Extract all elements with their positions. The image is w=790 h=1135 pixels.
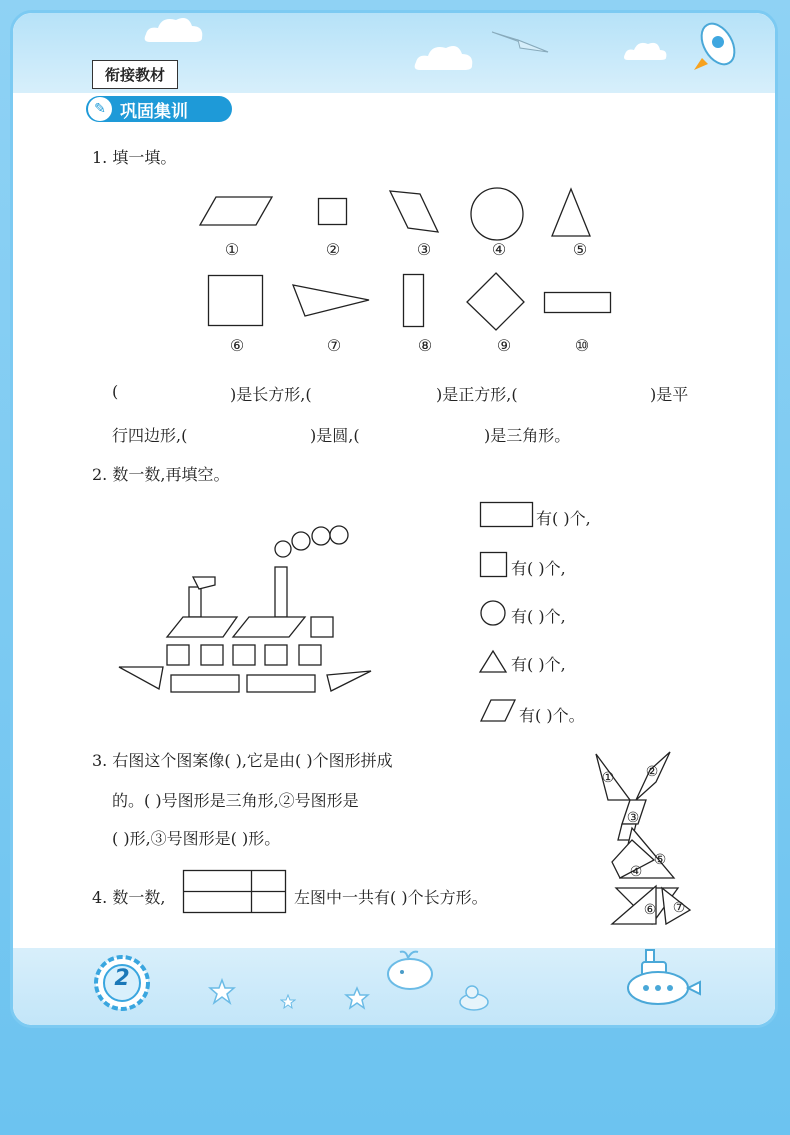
q2-row-rectangle: 有( )个,: [536, 509, 591, 528]
shape-label-6: ⑥: [229, 336, 245, 355]
shape-label-8: ⑧: [417, 336, 433, 355]
q3-line-3: ( )形,③号图形是( )形。: [112, 829, 281, 848]
figure-label-3: ③: [626, 810, 640, 826]
shape-label-7: ⑦: [326, 336, 342, 355]
rectangle-icon: [480, 502, 534, 528]
paper-plane-icon: [490, 22, 550, 58]
cloud-icon: [620, 38, 670, 64]
figure-label-4: ④: [629, 864, 643, 880]
shape-6-square: [208, 275, 264, 327]
shape-label-3: ③: [416, 240, 432, 259]
square-icon: [480, 552, 508, 578]
q3-line-1: 3. 右图这个图案像( ),它是由( )个图形拼成: [92, 751, 393, 770]
starfish-icon: [344, 986, 370, 1012]
q1-line2-text-a: 行四边形,(: [112, 426, 188, 445]
figure-label-5: ⑤: [653, 852, 667, 868]
figure-label-7: ⑦: [672, 900, 686, 916]
page-number: 2: [114, 966, 130, 991]
parallelogram-icon: [481, 699, 517, 723]
shape-label-2: ②: [325, 240, 341, 259]
shape-10-rectangle: [544, 292, 612, 314]
q2-row-parallelogram: 有( )个。: [519, 706, 585, 725]
q2-row-circle: 有( )个,: [511, 607, 566, 626]
rocket-icon: [688, 18, 744, 74]
seal-icon: [456, 984, 492, 1012]
shape-label-1: ①: [224, 240, 240, 259]
shape-4-circle: [470, 187, 524, 241]
shape-label-4: ④: [491, 240, 507, 259]
submarine-icon: [620, 944, 706, 1010]
shape-8-rectangle: [403, 274, 425, 328]
q1-line2-text-c: )是三角形。: [484, 426, 571, 445]
q1-line1-text-a: )是长方形,(: [230, 385, 312, 404]
shape-1-parallelogram: [200, 196, 274, 226]
starfish-icon: [208, 978, 236, 1006]
shape-label-5: ⑤: [572, 240, 588, 259]
q2-row-square: 有( )个,: [511, 559, 566, 578]
q4-text-a: 4. 数一数,: [92, 888, 166, 907]
shape-9-square: [466, 272, 526, 332]
q4-text-b: 左图中一共有( )个长方形。: [294, 888, 488, 907]
q1-line1-text-c: )是平: [650, 385, 689, 404]
q2-row-triangle: 有( )个,: [511, 655, 566, 674]
q3-line-2: 的。( )号图形是三角形,②号图形是: [112, 791, 359, 810]
figure-label-1: ①: [601, 770, 615, 786]
shape-2-square: [318, 198, 348, 226]
q1-blank-open: (: [112, 382, 119, 401]
ship-figure: [115, 525, 375, 697]
shape-label-10: ⑩: [574, 336, 590, 355]
section-title: 巩固集训: [120, 101, 188, 122]
q1-line2-text-b: )是圆,(: [310, 426, 360, 445]
cloud-icon: [140, 12, 210, 48]
circle-icon: [480, 600, 508, 628]
q1-title: 1. 填一填。: [92, 148, 177, 167]
shape-7-triangle: [293, 284, 371, 318]
figure-label-2: ②: [645, 764, 659, 780]
figure-label-6: ⑥: [643, 902, 657, 918]
q1-line1-text-b: )是正方形,(: [436, 385, 518, 404]
cloud-icon: [410, 40, 480, 76]
shape-label-9: ⑨: [496, 336, 512, 355]
q4-rectangle-figure: [183, 870, 287, 914]
book-tag: 衔接教材: [92, 60, 178, 89]
whale-icon: [384, 946, 440, 992]
shape-3-parallelogram: [390, 190, 440, 234]
q2-title: 2. 数一数,再填空。: [92, 465, 230, 484]
triangle-icon: [480, 650, 508, 674]
starfish-icon: [280, 994, 296, 1010]
shape-5-triangle: [552, 188, 592, 238]
pencil-icon: ✎: [88, 97, 112, 121]
section-banner: [86, 96, 232, 122]
